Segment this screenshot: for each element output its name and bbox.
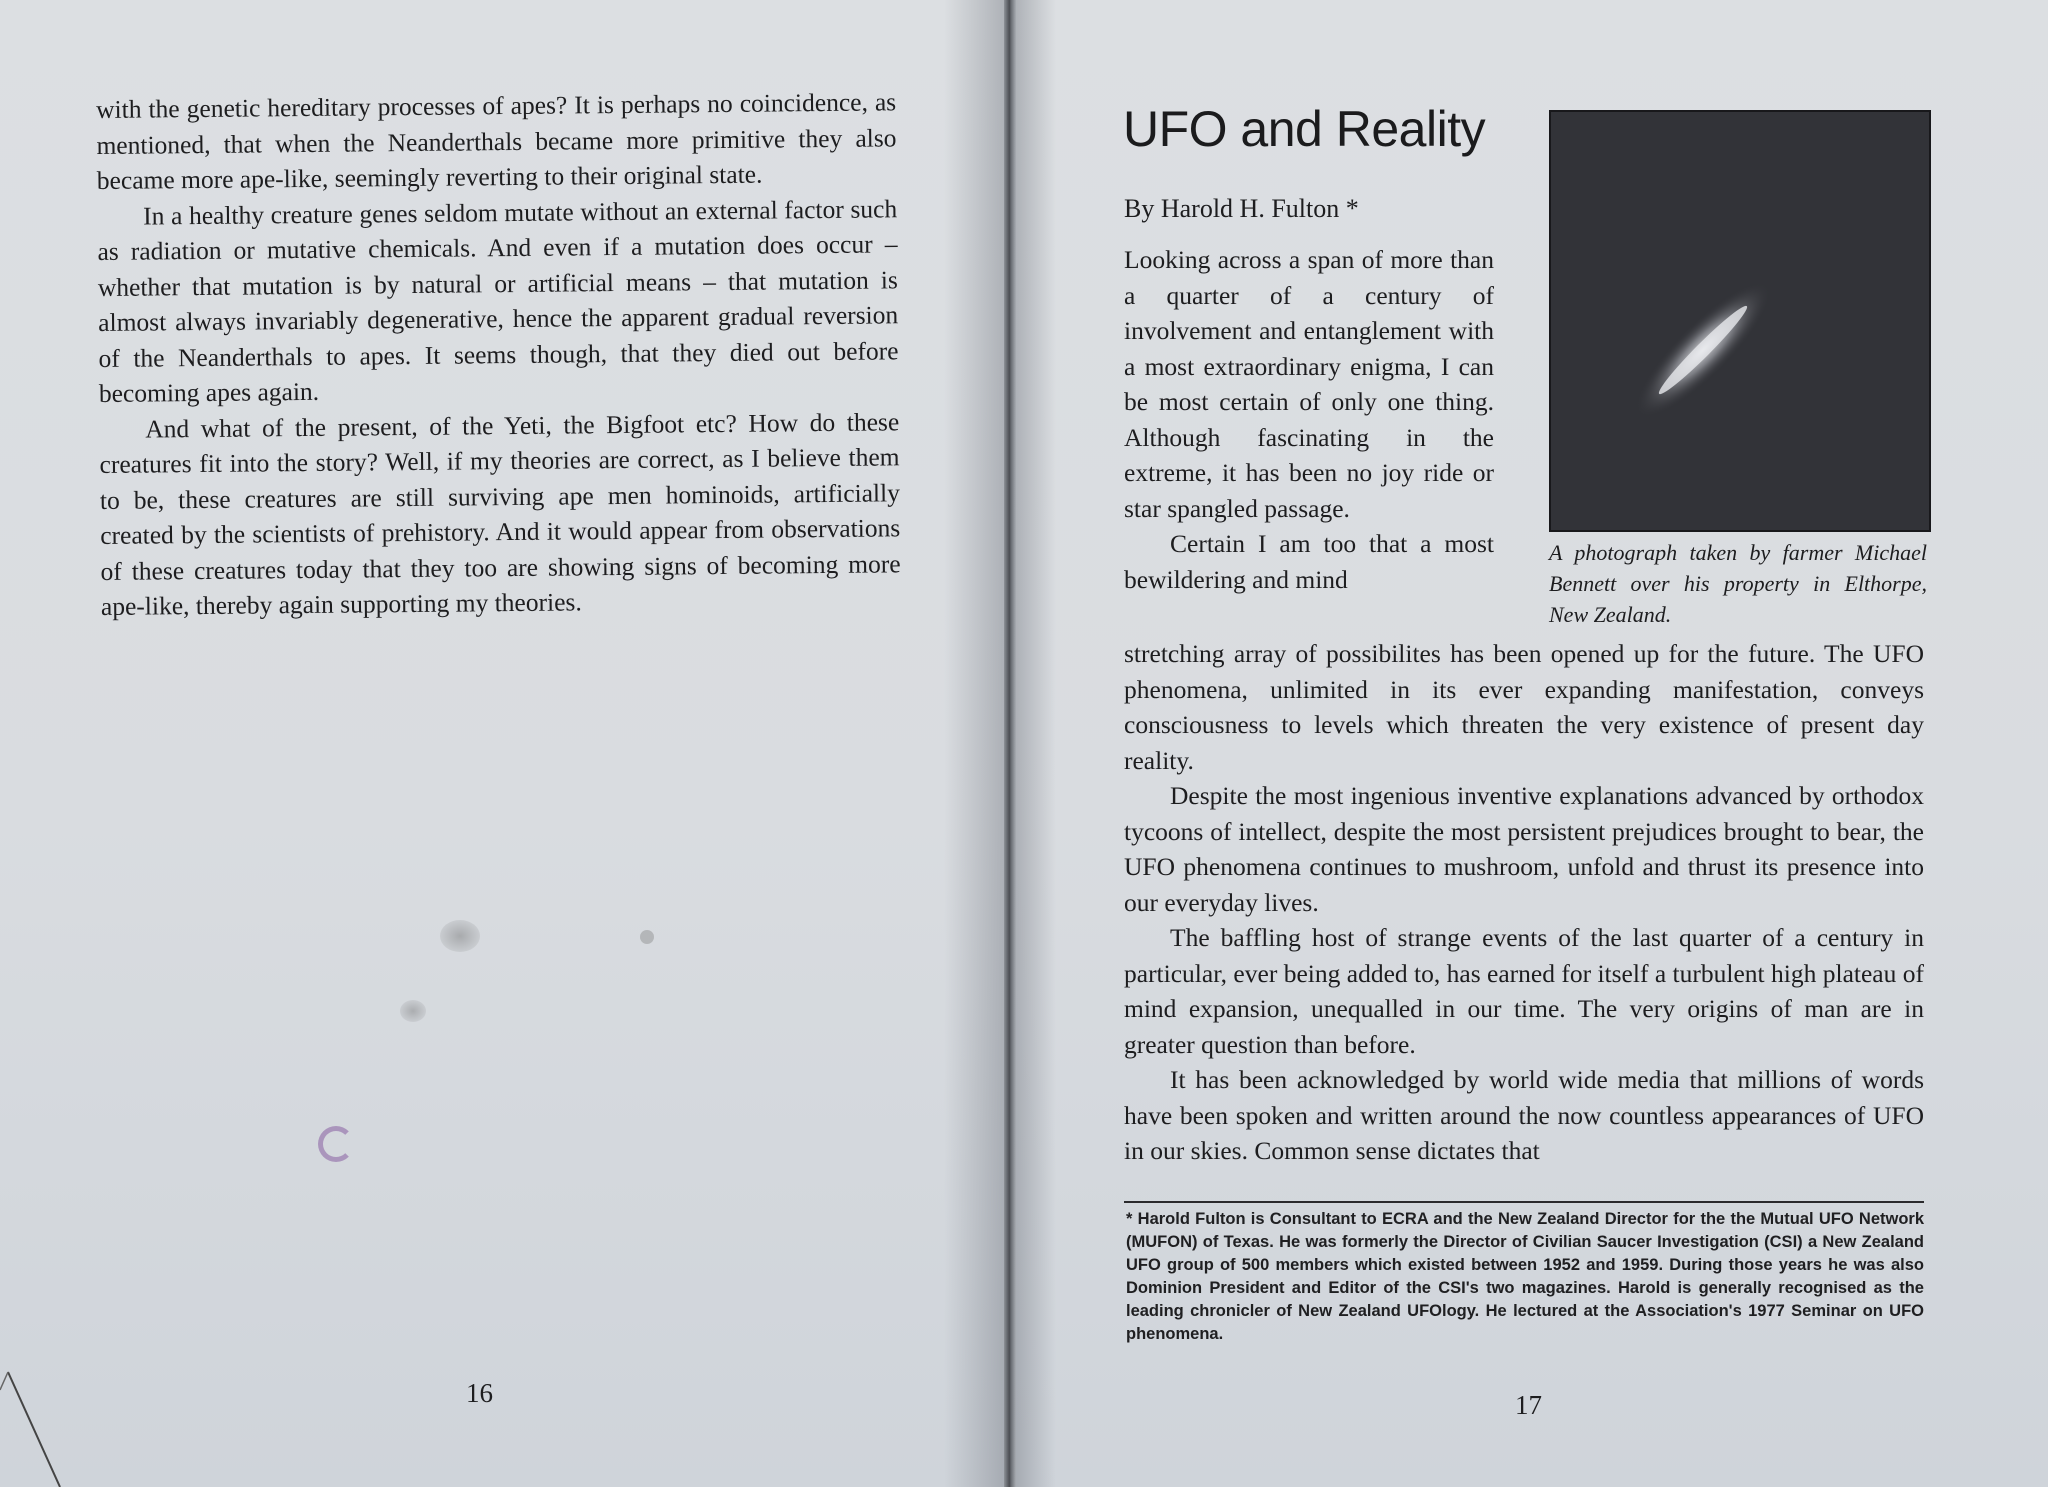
stain-mark	[400, 1000, 426, 1022]
intro-paragraph-2: Certain I am too that a most bewildering and mind	[1124, 529, 1494, 594]
stain-mark	[440, 920, 480, 952]
left-page-number: 16	[466, 1378, 493, 1408]
gutter-shadow	[944, 0, 1004, 1487]
photo-caption: A photograph taken by farmer Michael Bennett over his property in Elthorpe, New Zealand.	[1549, 540, 1927, 627]
article-intro	[1124, 242, 1494, 597]
article-title: UFO and Reality	[1123, 101, 1486, 157]
book-gutter	[1004, 0, 1016, 1487]
body-paragraph-2: Despite the most ingenious inventive explanations advanced by orthodox tycoons of intellect, despite the most persistent prejudices brought to bear, the UFO phenomena continues to mushroom, unfold and thrust its presence into our everyday lives.	[1124, 781, 1924, 917]
left-page-body	[96, 84, 901, 624]
page-corner-fold	[0, 1370, 80, 1487]
left-page	[0, 0, 1004, 1487]
stain-mark	[640, 930, 654, 944]
ufo-streak-image	[1551, 112, 1929, 530]
left-paragraph-1: with the genetic hereditary processes of apes? It is perhaps no coincidence, as mentioned, that when the Neanderthals became more primitive they also became more ape-like, seemingly reverting to their original state.	[96, 87, 897, 195]
article-body	[1124, 636, 1924, 1169]
body-paragraph-3: The baffling host of strange events of the last quarter of a century in particular, ever being added to, has earned for itself a turbulent high plateau of mind expansion, unequalled in our time. The very origins of man are in greater question than before.	[1124, 923, 1924, 1059]
article-byline: By Harold H. Fulton *	[1124, 194, 1359, 223]
intro-paragraph-1: Looking across a span of more than a quarter of a century of involvement and entanglement with a most extraordinary enigma, I can be most certain of only one thing. Although fascinating in the extreme, it has been no joy ride or star spangled passage.	[1124, 245, 1494, 523]
body-paragraph-1: stretching array of possibilites has been opened up for the future. The UFO phenomena, unlimited in its ever expanding manifestation, conveys consciousness to levels which threaten the very existence of present day reality.	[1124, 639, 1924, 775]
body-paragraph-4: It has been acknowledged by world wide media that millions of words have been spoken and written around the now countless appearances of UFO in our skies. Common sense dictates that	[1124, 1065, 1924, 1165]
right-page-number: 17	[1515, 1390, 1542, 1420]
gutter-shadow	[1016, 0, 1056, 1487]
left-paragraph-2: In a healthy creature genes seldom mutate without an external factor such as radiation or mutative chemicals. And even if a mutation does occur – whether that mutation is by natural or artificial means – that mutation is almost always invariably degenerative, hence the apparent gradual reversion of the Neanderthals to apes. It seems though, that they died out before becoming apes again.	[97, 193, 899, 408]
stain-mark	[318, 1126, 354, 1162]
footnote-divider	[1124, 1201, 1924, 1203]
author-footnote: * Harold Fulton is Consultant to ECRA and the New Zealand Director for the the Mutual UFO Network (MUFON) of Texas. He was formerly the Director of Civilian Saucer Investigation (CSI) a New Zealand UFO group of 500 members which existed between 1952 and 1959. During those years he was also Dominion President and Editor of the CSI's two magazines. Harold is generally recognised as the leading chronicler of New Zealand UFOlogy. He lectured at the Association's 1977 Seminar on UFO phenomena.	[1126, 1210, 1924, 1343]
ufo-photograph	[1549, 110, 1931, 532]
left-paragraph-3: And what of the present, of the Yeti, the Bigfoot etc? How do these creatures fit into the story? Well, if my theories are correct, as I believe them to be, these creatures are still surviving ape men hominoids, artificially created by the scientists of prehistory. And it would appear from observations of these creatures today that they too are showing signs of becoming more ape-like, thereby again supporting my theories.	[99, 406, 901, 621]
